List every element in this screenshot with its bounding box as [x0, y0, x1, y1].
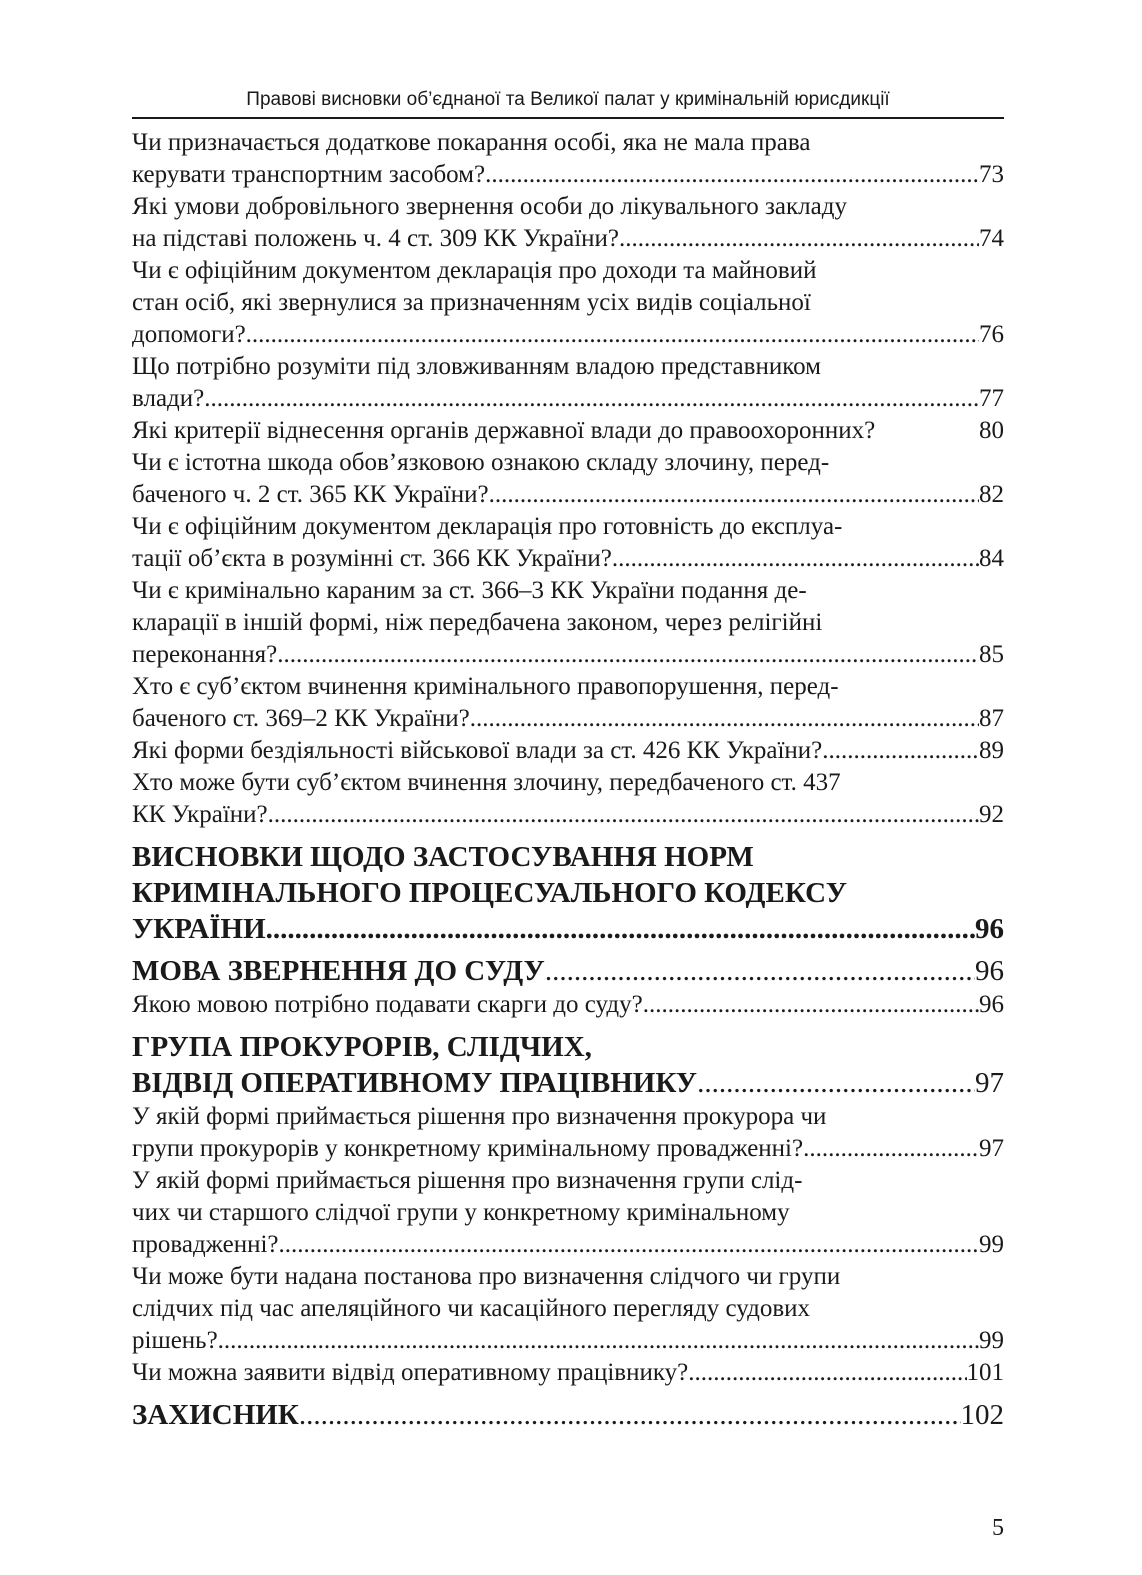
toc-entry-text: Чи може бути надана постанова про визначення слідчого чи групи — [132, 1263, 841, 1290]
toc-entry-text: Чи можна заявити відвід оперативному працівнику? — [132, 1359, 689, 1386]
dot-leader — [643, 989, 979, 1021]
toc-page-number: 99 — [979, 1327, 1004, 1354]
toc-entry-text: КК України? — [132, 801, 268, 828]
dot-leader — [277, 639, 979, 671]
running-header: Правові висновки об’єднаної та Великої палат у кримінальній юрисдикції — [246, 89, 890, 110]
toc-section-heading[interactable] — [132, 839, 1004, 947]
toc-section-text: УКРАЇНИ — [132, 913, 266, 945]
toc-page-number: 97 — [975, 1067, 1004, 1099]
dot-leader — [688, 1357, 966, 1389]
dot-leader — [489, 479, 979, 511]
toc-page-number: 87 — [979, 705, 1004, 732]
toc-section-text: ЗАХИСНИК — [132, 1399, 299, 1431]
toc-page-number: 85 — [979, 641, 1004, 668]
toc-page-number: 76 — [979, 321, 1004, 348]
toc-entry-text: переконання? — [132, 641, 278, 668]
toc-section-text: ВІДВІД ОПЕРАТИВНОМУ ПРАЦІВНИКУ — [132, 1067, 698, 1099]
toc-entry-text: на підставі положень ч. 4 ст. 309 КК України? — [132, 225, 620, 252]
toc-entry-text: баченого ст. 369–2 КК України? — [132, 705, 470, 732]
toc-entry[interactable] — [132, 735, 1004, 767]
toc-page-number: 89 — [979, 737, 1004, 764]
dot-leader — [470, 703, 979, 735]
toc-entry[interactable] — [132, 989, 1004, 1021]
toc-entry-text: кларації в іншій формі, ніж передбачена законом, через релігійні — [132, 609, 823, 636]
toc-entry-text: Які критерії віднесення органів державної влади до правоохоронних? — [132, 417, 876, 444]
toc-entry-text: У якій формі приймається рішення про визначення прокурора чи — [132, 1103, 827, 1130]
toc-entry-text: Чи є офіційним документом декларація про доходи та майновий — [132, 257, 817, 284]
toc-page-number: 96 — [975, 955, 1004, 987]
toc-entry[interactable] — [132, 575, 1004, 671]
dot-leader — [266, 911, 975, 947]
toc-section-text: ГРУПА ПРОКУРОРІВ, СЛІДЧИХ, — [132, 1031, 592, 1063]
toc-page-number: 96 — [975, 913, 1004, 945]
toc-entry-text: провадженні? — [132, 1231, 279, 1258]
toc-entry-text: допомоги? — [132, 321, 246, 348]
toc-entry-text: Чи призначається додаткове покарання особі, яка не мала права — [132, 129, 811, 156]
toc-entry[interactable] — [132, 511, 1004, 575]
toc-section-text: КРИМІНАЛЬНОГО ПРОЦЕСУАЛЬНОГО КОДЕКСУ — [132, 877, 847, 909]
toc-entry-text: Що потрібно розуміти під зловживанням владою представником — [132, 353, 821, 380]
toc-page-number: 99 — [979, 1231, 1004, 1258]
toc-page-number: 80 — [979, 417, 1004, 444]
dot-leader — [612, 543, 979, 575]
toc-entry-text: слідчих під час апеляційного чи касаційного перегляду судових — [132, 1295, 811, 1322]
toc-section-heading[interactable] — [132, 1029, 1004, 1101]
toc-entry-text: Чи є істотна шкода обов’язковою ознакою складу злочину, перед- — [132, 449, 830, 476]
dot-leader — [803, 1133, 979, 1165]
toc-entry-text: Чи є кримінально караним за ст. 366–3 КК України подання де- — [132, 577, 807, 604]
toc-page-number: 96 — [979, 991, 1004, 1018]
dot-leader — [299, 1397, 961, 1433]
toc-entry-text: тації об’єкта в розумінні ст. 366 КК України? — [132, 545, 612, 572]
toc-entry[interactable] — [132, 671, 1004, 735]
toc-entry-text: Які умови добровільного звернення особи до лікувального закладу — [132, 193, 847, 220]
toc-entry[interactable] — [132, 1165, 1004, 1261]
dot-leader — [279, 1229, 979, 1261]
toc-entry[interactable] — [132, 1261, 1004, 1357]
toc-page-number: 82 — [979, 481, 1004, 508]
header-rule — [132, 117, 1004, 119]
toc-entry-text: Якою мовою потрібно подавати скарги до суду? — [132, 991, 643, 1018]
toc-entry[interactable] — [132, 351, 1004, 415]
toc-section-text: МОВА ЗВЕРНЕННЯ ДО СУДУ — [132, 955, 545, 987]
toc-entry-text: рішень? — [132, 1327, 218, 1354]
dot-leader — [619, 223, 979, 255]
toc-page-number: 74 — [979, 225, 1004, 252]
toc-entry-text: влади? — [132, 385, 205, 412]
toc-entry-text: групи прокурорів у конкретному кримінальному провадженні? — [132, 1135, 804, 1162]
toc-page-number: 84 — [979, 545, 1004, 572]
dot-leader — [204, 383, 979, 415]
dot-leader — [485, 159, 979, 191]
toc-entry[interactable] — [132, 447, 1004, 511]
toc-section-heading[interactable] — [132, 953, 1004, 989]
toc-page-number: 102 — [960, 1399, 1004, 1431]
toc-page-number: 97 — [979, 1135, 1004, 1162]
dot-leader — [268, 799, 979, 831]
toc-entry[interactable] — [132, 767, 1004, 831]
toc-entry-text: У якій формі приймається рішення про визначення групи слід- — [132, 1167, 803, 1194]
toc-entry-text: Які форми бездіяльності військової влади за ст. 426 КК України? — [132, 737, 823, 764]
dot-leader — [822, 735, 979, 767]
toc-entry[interactable] — [132, 127, 1004, 191]
toc-entry-text: баченого ч. 2 ст. 365 КК України? — [132, 481, 489, 508]
toc-entry-text: Хто є суб’єктом вчинення кримінального правопорушення, перед- — [132, 673, 839, 700]
toc-entry[interactable] — [132, 415, 1004, 447]
dot-leader — [246, 319, 979, 351]
toc-page-number: 73 — [979, 161, 1004, 188]
toc-entry[interactable] — [132, 1357, 1004, 1389]
toc-section-text: ВИСНОВКИ ЩОДО ЗАСТОСУВАННЯ НОРМ — [132, 841, 754, 873]
toc-page-number: 101 — [966, 1359, 1004, 1386]
toc-entry-text: Чи є офіційним документом декларація про готовність до експлуа- — [132, 513, 843, 540]
toc-entry-text: керувати транспортним засобом? — [132, 161, 486, 188]
toc-entry[interactable] — [132, 1101, 1004, 1165]
toc-entry[interactable] — [132, 255, 1004, 351]
toc-section-heading[interactable] — [132, 1397, 1004, 1433]
page-number: 5 — [992, 1515, 1004, 1541]
toc-entry-text: стан осіб, які звернулися за призначенням усіх видів соціальної — [132, 289, 811, 316]
dot-leader — [218, 1325, 979, 1357]
table-of-contents — [132, 127, 1004, 1433]
toc-entry-text: чих чи старшого слідчої групи у конкретному кримінальному — [132, 1199, 790, 1226]
toc-entry-text: Хто може бути суб’єктом вчинення злочину, передбаченого ст. 437 — [132, 769, 841, 796]
dot-leader — [545, 953, 975, 989]
toc-page-number: 77 — [979, 385, 1004, 412]
dot-leader — [697, 1065, 975, 1101]
toc-entry[interactable] — [132, 191, 1004, 255]
toc-page-number: 92 — [979, 801, 1004, 828]
